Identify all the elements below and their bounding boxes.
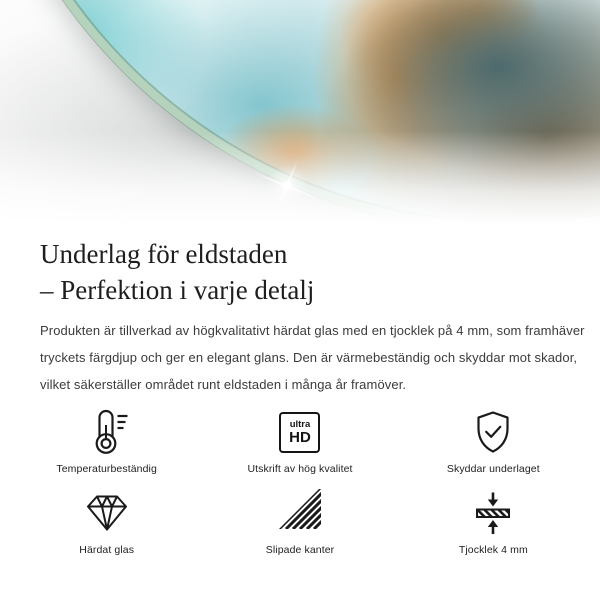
feature-print-quality: [203, 408, 396, 475]
product-description: Produkten är tillverkad av högkvalitativt härdat glas med en tjocklek på 4 mm, som framhäver tryckets färgdjup och ger en elegant glans. Den är värmebeständig och skyddar mot skador, vilket säkerställer området runt eldstaden i många år framöver.: [40, 323, 585, 392]
feature-tempered-glass: [10, 489, 203, 556]
diamond-icon: [84, 489, 130, 535]
feature-temperature: [10, 408, 203, 475]
page-title-line2: – Perfektion i varje detalj: [40, 275, 315, 305]
glass-disc-image: [0, 0, 600, 231]
ultra-hd-icon-text-bottom: HD: [289, 429, 311, 446]
thermometer-icon: [84, 408, 130, 454]
ultra-hd-icon-text-top: ultra: [289, 419, 311, 430]
feature-label: Utskrift av hög kvalitet: [247, 463, 353, 475]
feature-protection: [397, 408, 590, 475]
product-photo: [0, 0, 600, 234]
feature-grid: [10, 408, 590, 556]
page-title: [40, 236, 560, 308]
feature-label: Härdat glas: [79, 544, 135, 556]
feature-label: Skyddar underlaget: [446, 463, 540, 475]
feature-label: Temperaturbeständig: [56, 463, 157, 475]
feature-thickness: [397, 489, 590, 556]
description-section: [0, 236, 600, 398]
thickness-compress-icon: [471, 489, 515, 535]
ultra-hd-icon: [279, 408, 320, 454]
feature-label: Tjocklek 4 mm: [458, 544, 528, 556]
page-title-line1: Underlag för eldstaden: [40, 239, 288, 269]
shield-check-icon: [471, 408, 515, 454]
feature-polished-edges: [203, 489, 396, 556]
feature-label: Slipade kanter: [265, 544, 335, 556]
beveled-edges-icon: [278, 489, 322, 535]
